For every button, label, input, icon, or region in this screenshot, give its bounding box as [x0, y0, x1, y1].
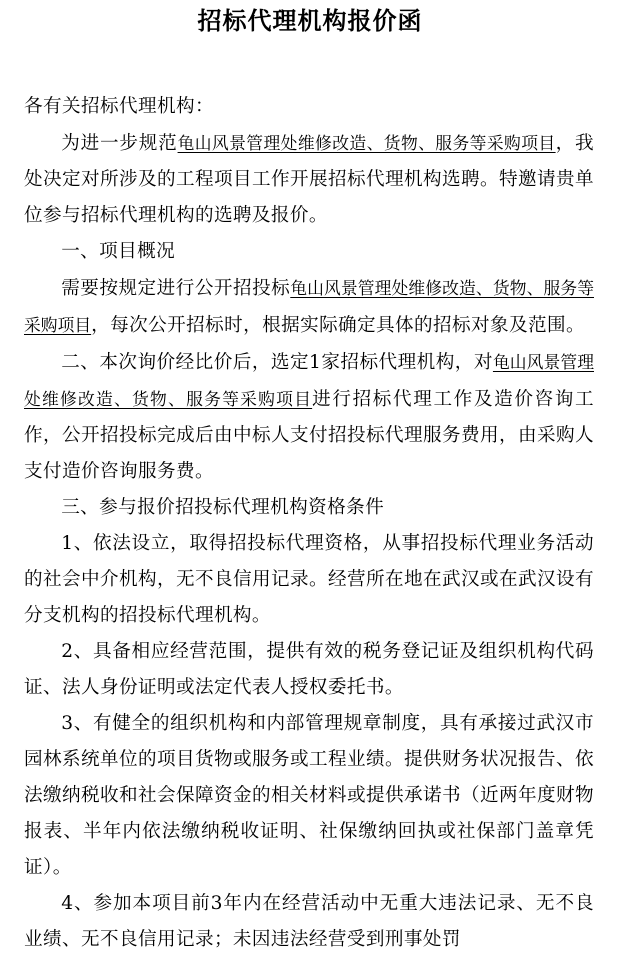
overview-text-start: 需要按规定进行公开招投标 [61, 278, 291, 299]
salutation: 各有关招标代理机构： [24, 96, 214, 117]
overview-text-end: ，每次公开招标时，根据实际确定具体的招标对象及范围。 [91, 315, 585, 336]
project-name-underlined: 龟山风景管理处维修改造、货物、服务等采购项目 [24, 278, 594, 335]
project-name-underlined: 龟山风景管理处维修改造、货物、服务等采购项目 [24, 352, 594, 409]
heading-project-overview: 一、项目概况 [61, 241, 176, 262]
selection-text-end: 进行招标代理工作及造价咨询工作，公开招投标完成后由中标人支付招投标代理服务费用，由采购人支付造价咨询服务费。 [24, 389, 594, 482]
document-body [24, 89, 594, 958]
project-name-underlined: 龟山风景管理处维修改造、货物、服务等采购项目 [177, 133, 556, 153]
heading-qualification: 三、参与报价招投标代理机构资格条件 [61, 497, 385, 518]
condition-3: 3、有健全的组织机构和内部管理规章制度，具有承接过武汉市园林系统单位的项目货物或服务或工程业绩。提供财务状况报告、依法缴纳税收和社会保障资金的相关材料或提供承诺书（近两年度财物报表、半年内依法缴纳税收证明、社保缴纳回执或社保部门盖章凭证）。 [24, 713, 594, 878]
intro-text-end: ，我处决定对所涉及的工程项目工作开展招标代理机构选聘。特邀请贵单位参与招标代理机构的选聘及报价。 [24, 133, 594, 226]
paragraph-overview [24, 270, 594, 344]
selection-text-start: 二、本次询价经比价后，选定1家招标代理机构，对 [61, 352, 493, 373]
condition-4: 4、参加本项目前3年内在经营活动中无重大违法记录、无不良业绩、无不良信用记录；未因违法经营受到刑事处罚 [24, 893, 594, 950]
condition-1: 1、依法设立，取得招投标代理资格，从事招投标代理业务活动的社会中介机构，无不良信用记录。经营所在地在武汉或在武汉设有分支机构的招投标代理机构。 [24, 533, 594, 626]
paragraph-intro [24, 125, 594, 234]
paragraph-selection [24, 344, 594, 490]
condition-2: 2、具备相应经营范围，提供有效的税务登记证及组织机构代码证、法人身份证明或法定代表人授权委托书。 [24, 641, 594, 698]
intro-text-start: 为进一步规范 [61, 133, 178, 154]
document-title: 招标代理机构报价函 [197, 6, 423, 35]
